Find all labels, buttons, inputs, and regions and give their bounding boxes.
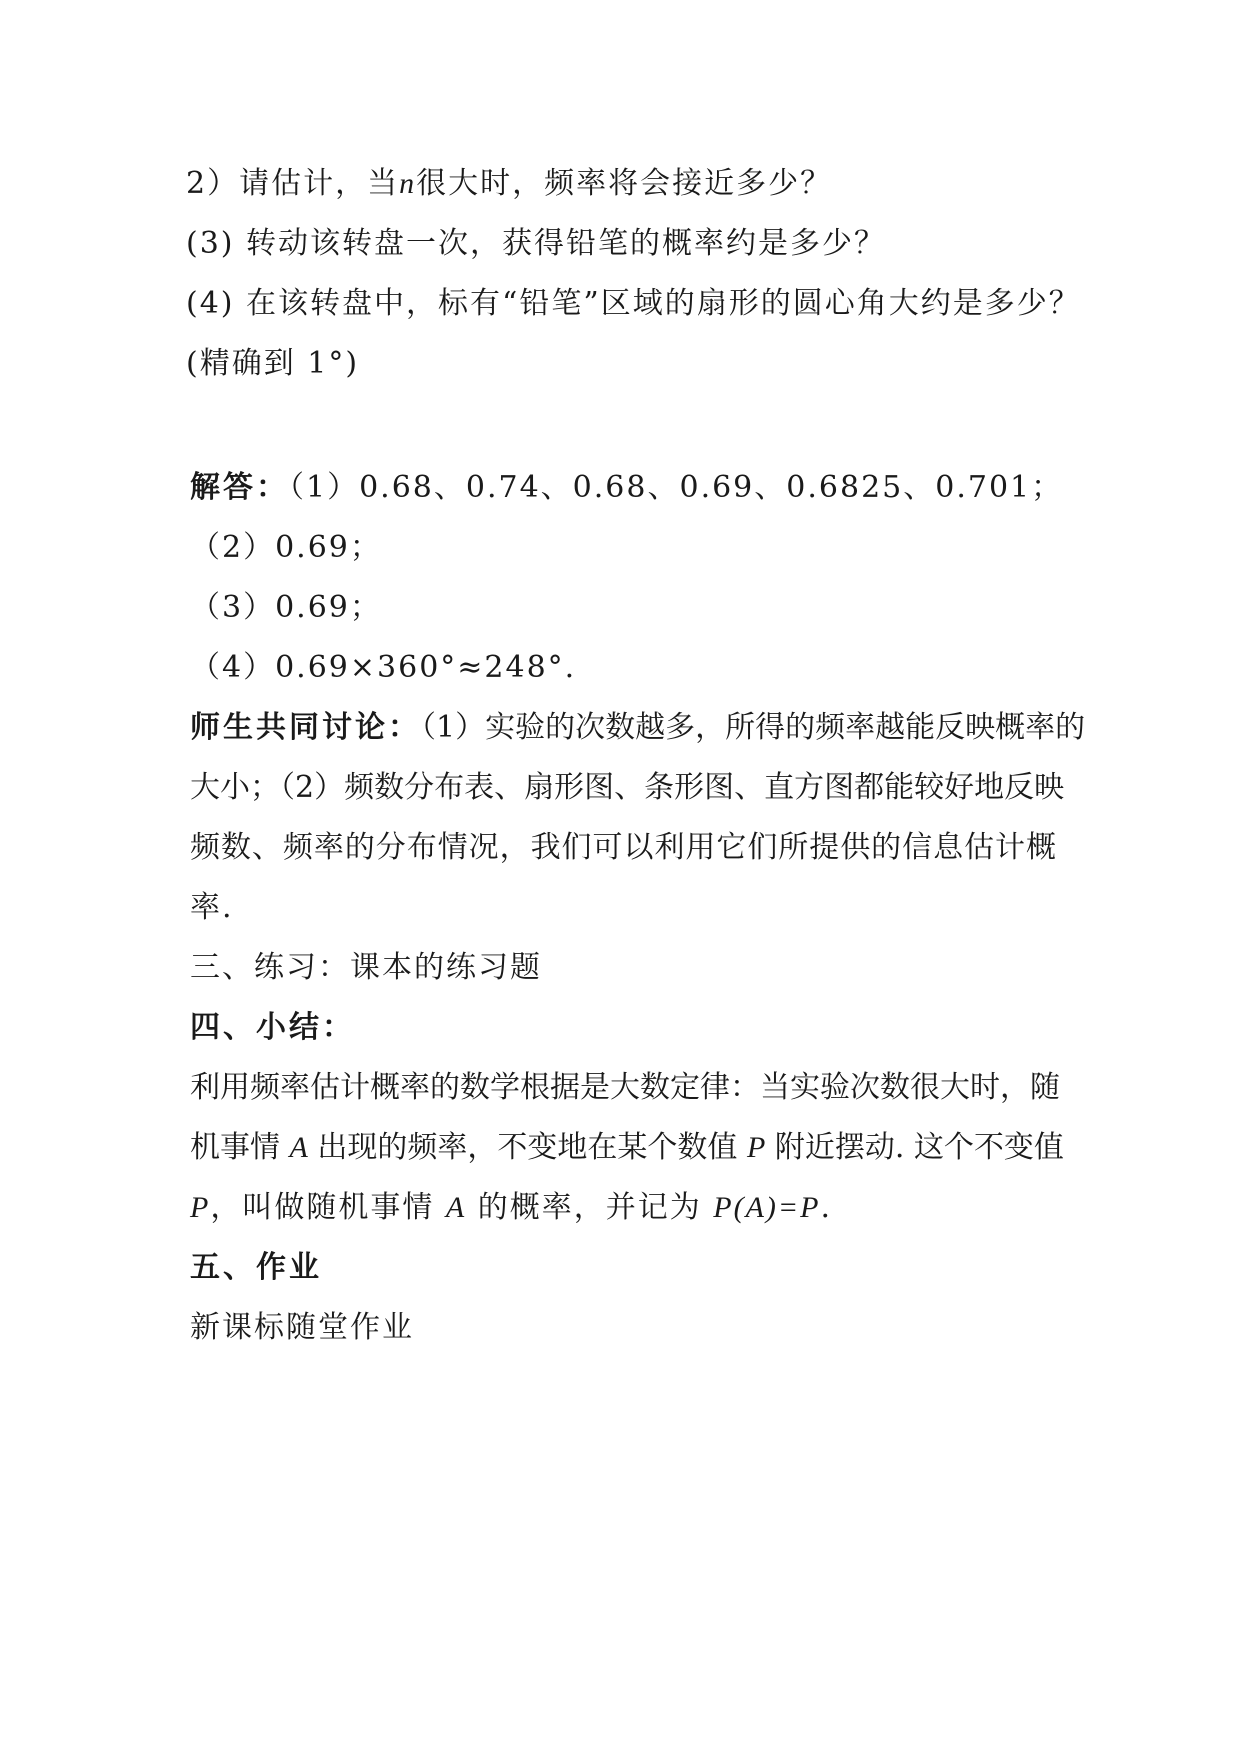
section-5-heading: 五、作业 [190, 1250, 322, 1285]
answer-1-text: （1）0.68、0.74、0.68、0.69、0.6825、0.701； [289, 470, 1064, 505]
question-4-line-2: (精确到 1°) [186, 346, 360, 381]
variable-n: n [399, 167, 417, 200]
question-2-prefix: 2）请估计，当 [186, 166, 400, 201]
question-2 [186, 164, 832, 204]
summary-line-3-part-2: 的概率，并记为 [466, 1190, 714, 1225]
discussion-line-3: 频数、频率的分布情况，我们可以利用它们所提供的信息估计概 [190, 830, 1056, 865]
homework-content: 新课标随堂作业 [190, 1310, 414, 1345]
answer-3: （3）0.69； [190, 590, 382, 625]
summary-line-3 [190, 1188, 832, 1228]
discussion-line-1 [190, 708, 1086, 748]
variable-A-2: A [445, 1191, 467, 1224]
question-2-suffix: 很大时，频率将会接近多少？ [416, 166, 833, 201]
summary-line-2 [190, 1128, 1064, 1168]
variable-P-start: P [190, 1191, 211, 1224]
section-3-heading: 三、练习：课本的练习题 [190, 950, 542, 985]
discussion-label: 师生共同讨论： [190, 710, 421, 745]
probability-formula: P(A)=P [713, 1191, 821, 1224]
answer-1 [190, 468, 1063, 508]
summary-line-2-part-2: 出现的频率，不变地在某个数值 [307, 1130, 747, 1165]
discussion-line-4: 率. [190, 890, 234, 925]
discussion-line-2: 大小；（2）频数分布表、扇形图、条形图、直方图都能较好地反映 [190, 770, 1065, 805]
summary-line-1: 利用频率估计概率的数学根据是大数定律：当实验次数很大时，随 [190, 1070, 1060, 1105]
answer-2: （2）0.69； [190, 530, 382, 565]
question-4-line-1: (4) 在该转盘中，标有“铅笔”区域的扇形的圆心角大约是多少？ [186, 286, 1081, 321]
variable-P: P [746, 1131, 766, 1164]
answer-4: （4）0.69×360°≈248°. [190, 650, 577, 685]
section-4-heading: 四、小结： [190, 1010, 355, 1045]
answer-label: 解答： [190, 470, 289, 505]
discussion-line-1-text: （1）实验的次数越多，所得的频率越能反映概率的 [421, 710, 1086, 745]
summary-line-3-part-3: . [820, 1190, 833, 1225]
summary-line-3-part-1: ，叫做随机事情 [210, 1190, 446, 1225]
summary-line-2-part-3: 附近摆动. 这个不变值 [765, 1130, 1064, 1165]
variable-A: A [289, 1131, 308, 1164]
question-3: (3) 转动该转盘一次，获得铅笔的概率约是多少？ [186, 226, 887, 261]
summary-line-2-part-1: 机事情 [190, 1130, 290, 1165]
